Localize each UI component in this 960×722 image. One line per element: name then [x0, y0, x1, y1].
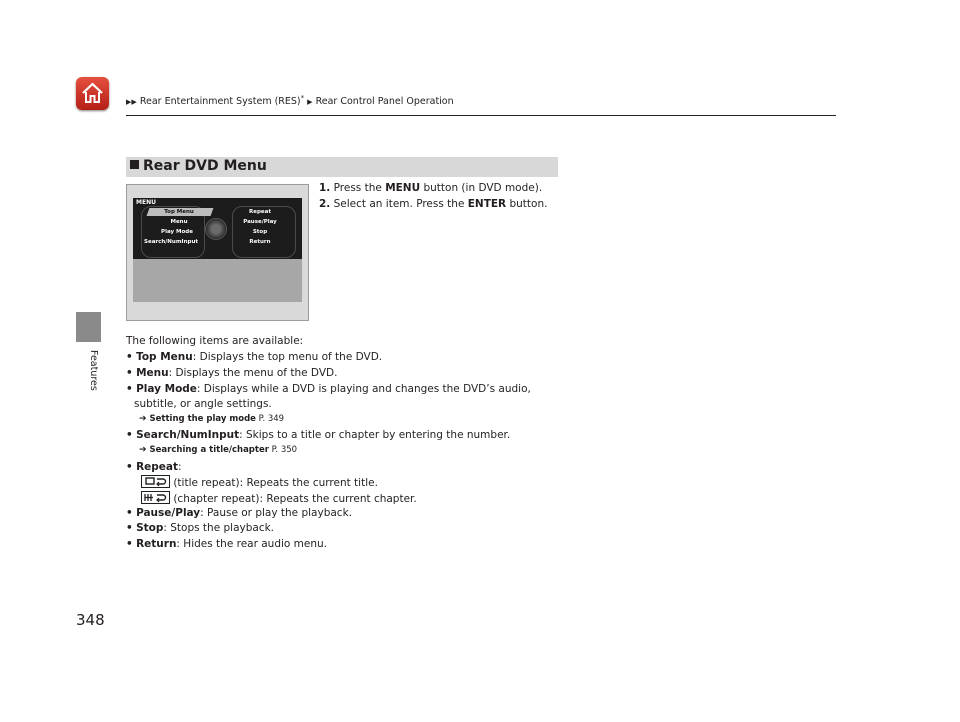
- list-item-search: • Search/NumInput: Skips to a title or chapter by entering the number.: [126, 429, 511, 441]
- list-item-top-menu: • Top Menu: Displays the top menu of the DVD.: [126, 351, 383, 363]
- control-knob-icon: [205, 218, 227, 240]
- list-item-stop: • Stop: Stops the playback.: [126, 522, 275, 534]
- screen-item-search[interactable]: Search/NumInput: [144, 239, 198, 245]
- item-desc: : Displays the top menu of the DVD.: [192, 351, 383, 363]
- step-number: 1.: [319, 182, 331, 194]
- section-title: Rear DVD Menu: [143, 158, 267, 174]
- play-mode-desc-continued: subtitle, or angle settings.: [134, 398, 272, 410]
- breadcrumb-link-panel[interactable]: Rear Control Panel Operation: [315, 96, 454, 108]
- xref-label[interactable]: Setting the play mode: [149, 414, 256, 424]
- xref-page: P. 350: [268, 445, 298, 455]
- screen-item-top-menu[interactable]: Top Menu: [164, 209, 194, 215]
- item-name: Pause/Play: [136, 507, 201, 519]
- chapter-repeat-text: (chapter repeat): Repeats the current chapter.: [170, 493, 417, 505]
- breadcrumb-link-res[interactable]: Rear Entertainment System (RES): [139, 96, 301, 108]
- list-item-return: • Return: Hides the rear audio menu.: [126, 538, 328, 550]
- enter-button-label: ENTER: [467, 198, 507, 210]
- home-button[interactable]: [76, 77, 109, 110]
- title-repeat-icon: [141, 475, 170, 488]
- list-item-repeat: • Repeat:: [126, 461, 182, 473]
- menu-button-label: MENU: [385, 182, 421, 194]
- breadcrumb-arrow-icon: ▶▶: [126, 98, 137, 107]
- page-number: 348: [76, 611, 105, 629]
- xref-arrow-icon: ➔: [139, 414, 147, 424]
- screen-display: [133, 198, 302, 302]
- list-item-play-mode: • Play Mode: Displays while a DVD is playing and changes the DVD’s audio,: [126, 383, 531, 395]
- intro-text: The following items are available:: [126, 335, 304, 347]
- item-name: Top Menu: [136, 351, 193, 363]
- item-desc: : Stops the playback.: [163, 522, 275, 534]
- xref-search[interactable]: [139, 445, 297, 455]
- square-bullet-icon: [130, 160, 139, 169]
- item-name: Return: [136, 538, 177, 550]
- chapter-repeat-icon: [141, 491, 170, 504]
- item-name: Stop: [136, 522, 164, 534]
- item-desc: : Skips to a title or chapter by entering the number.: [239, 429, 511, 441]
- step-text: Select an item. Press the: [333, 198, 468, 210]
- screen-item-return[interactable]: Return: [249, 239, 271, 245]
- screen-item-menu[interactable]: Menu: [170, 219, 188, 225]
- step-text: button (in DVD mode).: [420, 182, 543, 194]
- features-label: Features: [88, 350, 99, 391]
- item-desc: :: [178, 461, 182, 473]
- screen-item-repeat[interactable]: Repeat: [249, 209, 271, 215]
- list-item-pause-play: • Pause/Play: Pause or play the playback.: [126, 507, 352, 519]
- step-2: [319, 198, 547, 210]
- item-desc: : Hides the rear audio menu.: [176, 538, 328, 550]
- item-desc: : Displays the menu of the DVD.: [168, 367, 338, 379]
- home-icon: [80, 81, 105, 106]
- features-tab[interactable]: [76, 312, 101, 342]
- xref-arrow-icon: ➔: [139, 445, 147, 455]
- section-header: [126, 157, 558, 177]
- xref-label[interactable]: Searching a title/chapter: [149, 445, 269, 455]
- step-1: [319, 182, 542, 194]
- breadcrumb-arrow-icon: ▶: [307, 98, 313, 107]
- item-desc: : Displays while a DVD is playing and changes the DVD’s audio,: [196, 383, 531, 395]
- screen-item-stop[interactable]: Stop: [252, 229, 268, 235]
- item-desc: : Pause or play the playback.: [200, 507, 352, 519]
- item-name: Repeat: [136, 461, 179, 473]
- item-name: Play Mode: [136, 383, 197, 395]
- item-name: Search/NumInput: [136, 429, 240, 441]
- item-name: Menu: [136, 367, 169, 379]
- title-repeat-text: (title repeat): Repeats the current title.: [170, 477, 378, 489]
- dvd-menu-screen: [126, 184, 309, 321]
- screen-item-play-mode[interactable]: Play Mode: [161, 229, 193, 235]
- xref-play-mode[interactable]: [139, 414, 284, 424]
- repeat-title-row: [141, 475, 378, 489]
- footnote-mark: *: [300, 94, 305, 102]
- screen-item-pause-play[interactable]: Pause/Play: [243, 219, 277, 225]
- repeat-chapter-row: [141, 491, 417, 505]
- step-number: 2.: [319, 198, 331, 210]
- step-text: Press the: [333, 182, 386, 194]
- breadcrumb: [126, 94, 454, 107]
- menu-overlay: [133, 198, 302, 259]
- list-item-menu: • Menu: Displays the menu of the DVD.: [126, 367, 338, 379]
- screen-menu-title: MENU: [136, 199, 156, 206]
- step-text: button.: [506, 198, 548, 210]
- xref-page: P. 349: [255, 414, 285, 424]
- header-rule: [126, 115, 836, 116]
